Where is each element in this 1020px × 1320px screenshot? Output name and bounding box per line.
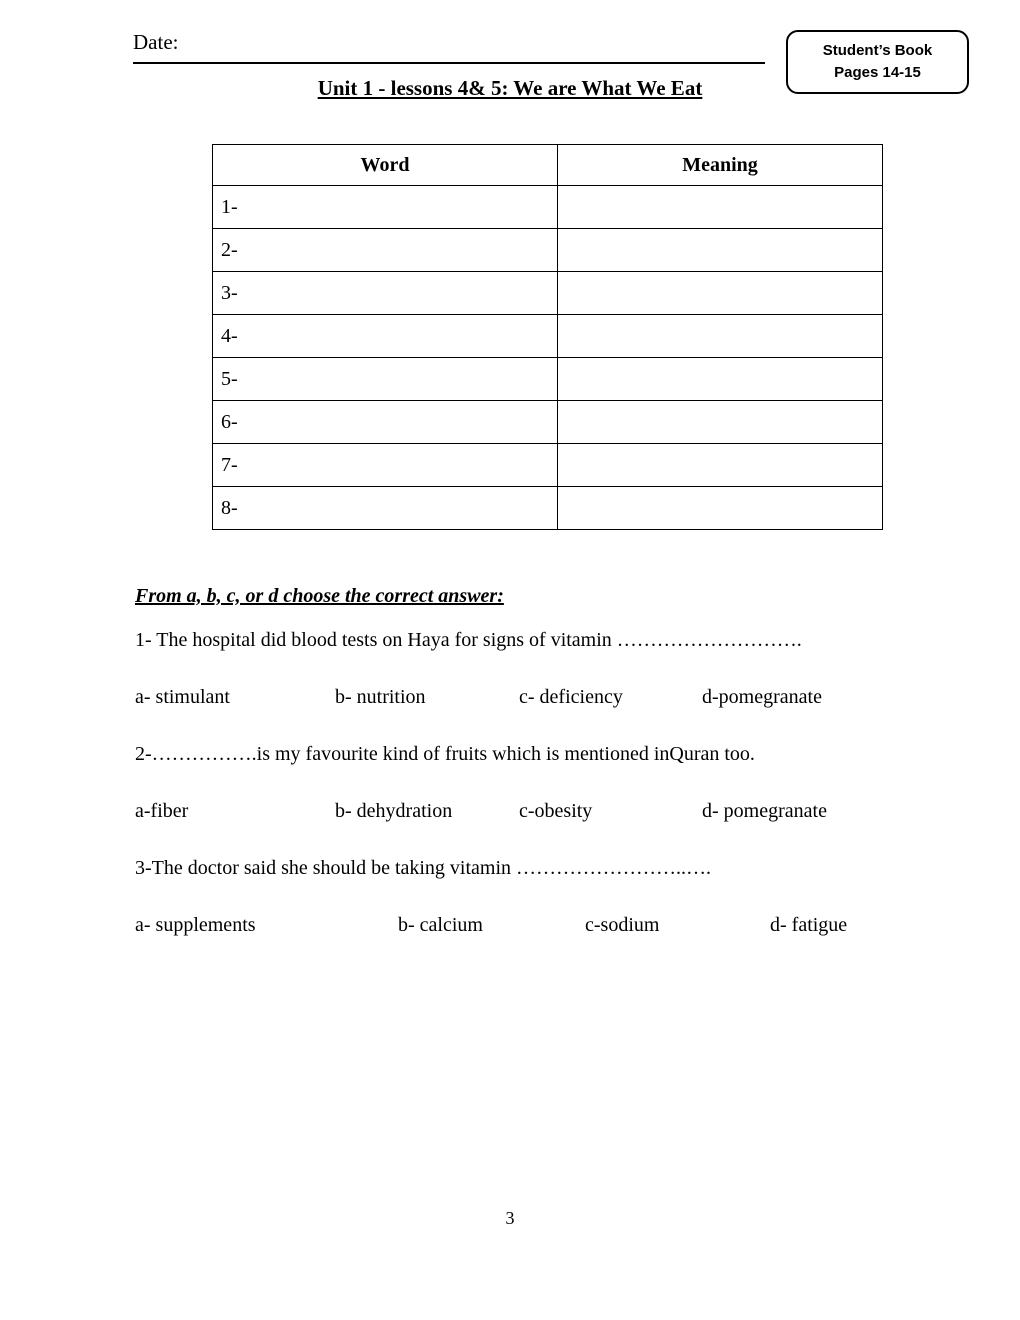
badge-line1: Student’s Book <box>822 42 933 60</box>
meaning-cell <box>558 358 883 401</box>
page-title: Unit 1 - lessons 4& 5: We are What We Eat <box>317 76 703 100</box>
question-3-text: 3-The doctor said she should be taking vitamin ……………………..…. <box>135 857 712 879</box>
word-cell: 4- <box>213 315 558 358</box>
column-header-meaning: Meaning <box>558 145 883 186</box>
table-row <box>213 487 883 530</box>
option-d: d- fatigue <box>770 914 848 936</box>
vocabulary-table <box>212 144 883 530</box>
option-b: b- nutrition <box>335 686 426 708</box>
option-c: c-sodium <box>585 914 660 936</box>
option-d: d- pomegranate <box>702 800 827 822</box>
meaning-cell <box>558 229 883 272</box>
table-row <box>213 401 883 444</box>
question-1-options <box>135 684 905 710</box>
title-wrap <box>0 76 1020 101</box>
exercise-instruction: From a, b, c, or d choose the correct answer: <box>135 585 504 607</box>
option-a: a-fiber <box>135 800 189 822</box>
option-a: a- supplements <box>135 914 256 936</box>
word-cell: 5- <box>213 358 558 401</box>
table-row <box>213 315 883 358</box>
question-3-options <box>135 912 905 938</box>
table-header-row <box>213 145 883 186</box>
meaning-cell <box>558 186 883 229</box>
word-cell: 6- <box>213 401 558 444</box>
option-b: b- dehydration <box>335 800 453 822</box>
page-number: 3 <box>505 1208 515 1228</box>
meaning-cell <box>558 444 883 487</box>
meaning-cell <box>558 315 883 358</box>
table-row <box>213 229 883 272</box>
question-2-options <box>135 798 905 824</box>
meaning-cell <box>558 401 883 444</box>
date-line <box>133 30 765 64</box>
option-c: c- deficiency <box>519 686 623 708</box>
badge-line2: Pages 14-15 <box>834 64 921 81</box>
word-cell: 7- <box>213 444 558 487</box>
meaning-cell <box>558 272 883 315</box>
table-row <box>213 186 883 229</box>
option-a: a- stimulant <box>135 686 230 708</box>
word-cell: 8- <box>213 487 558 530</box>
word-cell: 3- <box>213 272 558 315</box>
table-row <box>213 444 883 487</box>
option-d: d-pomegranate <box>702 686 822 708</box>
option-c: c-obesity <box>519 800 593 822</box>
question-2-text: 2-…………….is my favourite kind of fruits which is mentioned inQuran too. <box>135 743 755 765</box>
meaning-cell <box>558 487 883 530</box>
question-1-text: 1- The hospital did blood tests on Haya for signs of vitamin ………………………. <box>135 629 802 651</box>
column-header-word: Word <box>213 145 558 186</box>
table-row <box>213 272 883 315</box>
word-cell: 2- <box>213 229 558 272</box>
multiple-choice-exercise <box>135 585 905 969</box>
option-b: b- calcium <box>398 914 483 936</box>
date-label: Date: <box>133 30 179 54</box>
word-cell: 1- <box>213 186 558 229</box>
table-row <box>213 358 883 401</box>
